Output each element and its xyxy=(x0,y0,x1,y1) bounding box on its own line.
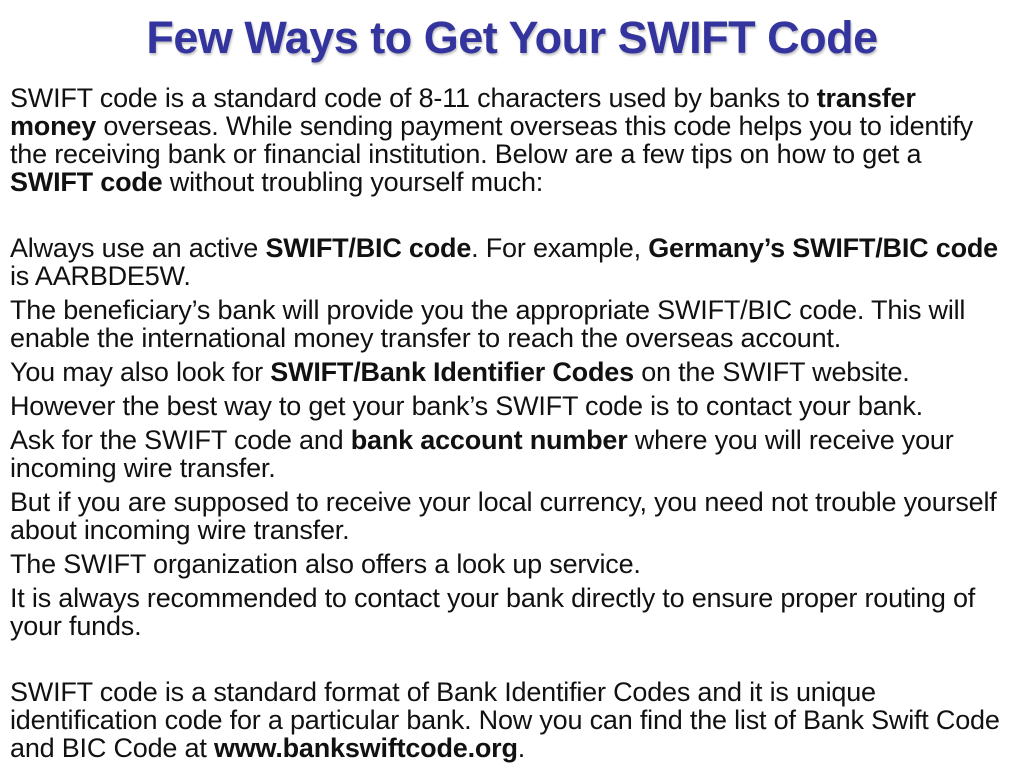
bold-text-run: bank account number xyxy=(350,425,628,455)
paragraph-intro xyxy=(10,84,1002,196)
text-run: SWIFT code is a standard code of 8-11 characters used by banks to xyxy=(10,83,817,113)
paragraph-swift-website xyxy=(10,358,1002,386)
text-run: . xyxy=(517,733,526,763)
text-run: is AARBDE5W. xyxy=(10,261,191,291)
text-run: where you will receive your incoming wire transfer. xyxy=(10,425,954,483)
bold-text-run: SWIFT/BIC code xyxy=(265,233,472,263)
slide-title: Few Ways to Get Your SWIFT Code xyxy=(146,12,878,63)
paragraph-lookup-service xyxy=(10,550,1002,578)
website-url: www.bankswiftcode.org xyxy=(213,733,518,763)
text-run: Always use an active xyxy=(10,233,266,263)
paragraph-beneficiary-bank xyxy=(10,296,1002,352)
paragraph-ask-for-code xyxy=(10,426,1002,482)
bold-text-run: SWIFT code xyxy=(10,167,163,197)
text-run: on the SWIFT website. xyxy=(633,357,910,387)
text-run: overseas. While sending payment overseas this code helps you to identify the receiving bank or financial institution. Below are a few tips on how to get a xyxy=(10,111,973,169)
bold-text-run: SWIFT/Bank Identifier Codes xyxy=(270,357,634,387)
text-run: But if you are supposed to receive your local currency, you need not trouble yourself about incoming wire transfer. xyxy=(10,487,997,545)
paragraph-contact-bank xyxy=(10,392,1002,420)
paragraph-proper-routing xyxy=(10,584,1002,640)
text-run: It is always recommended to contact your bank directly to ensure proper routing of your funds. xyxy=(10,583,976,641)
text-run: Ask for the SWIFT code and xyxy=(10,425,351,455)
slide-body xyxy=(0,84,1008,762)
bold-text-run: Germany’s SWIFT/BIC code xyxy=(648,233,998,263)
text-run: SWIFT code is a standard format of Bank Identifier Codes and it is unique identification code for a particular bank. Now you can find the list of Bank Swift Code and BIC Code at xyxy=(10,677,1000,763)
paragraph-local-currency xyxy=(10,488,1002,544)
text-run: The SWIFT organization also offers a look up service. xyxy=(10,549,641,579)
paragraph-active-code-example xyxy=(10,234,1002,290)
text-run: The beneficiary’s bank will provide you the appropriate SWIFT/BIC code. This will enable the international money transfer to reach the overseas account. xyxy=(10,295,966,353)
paragraph-closing xyxy=(10,678,1002,762)
bold-text-run: transfer money xyxy=(10,83,916,141)
text-run: . For example, xyxy=(471,233,649,263)
text-run: without troubling yourself much: xyxy=(162,167,544,197)
text-run: However the best way to get your bank’s SWIFT code is to contact your bank. xyxy=(10,391,923,421)
text-run: You may also look for xyxy=(10,357,271,387)
